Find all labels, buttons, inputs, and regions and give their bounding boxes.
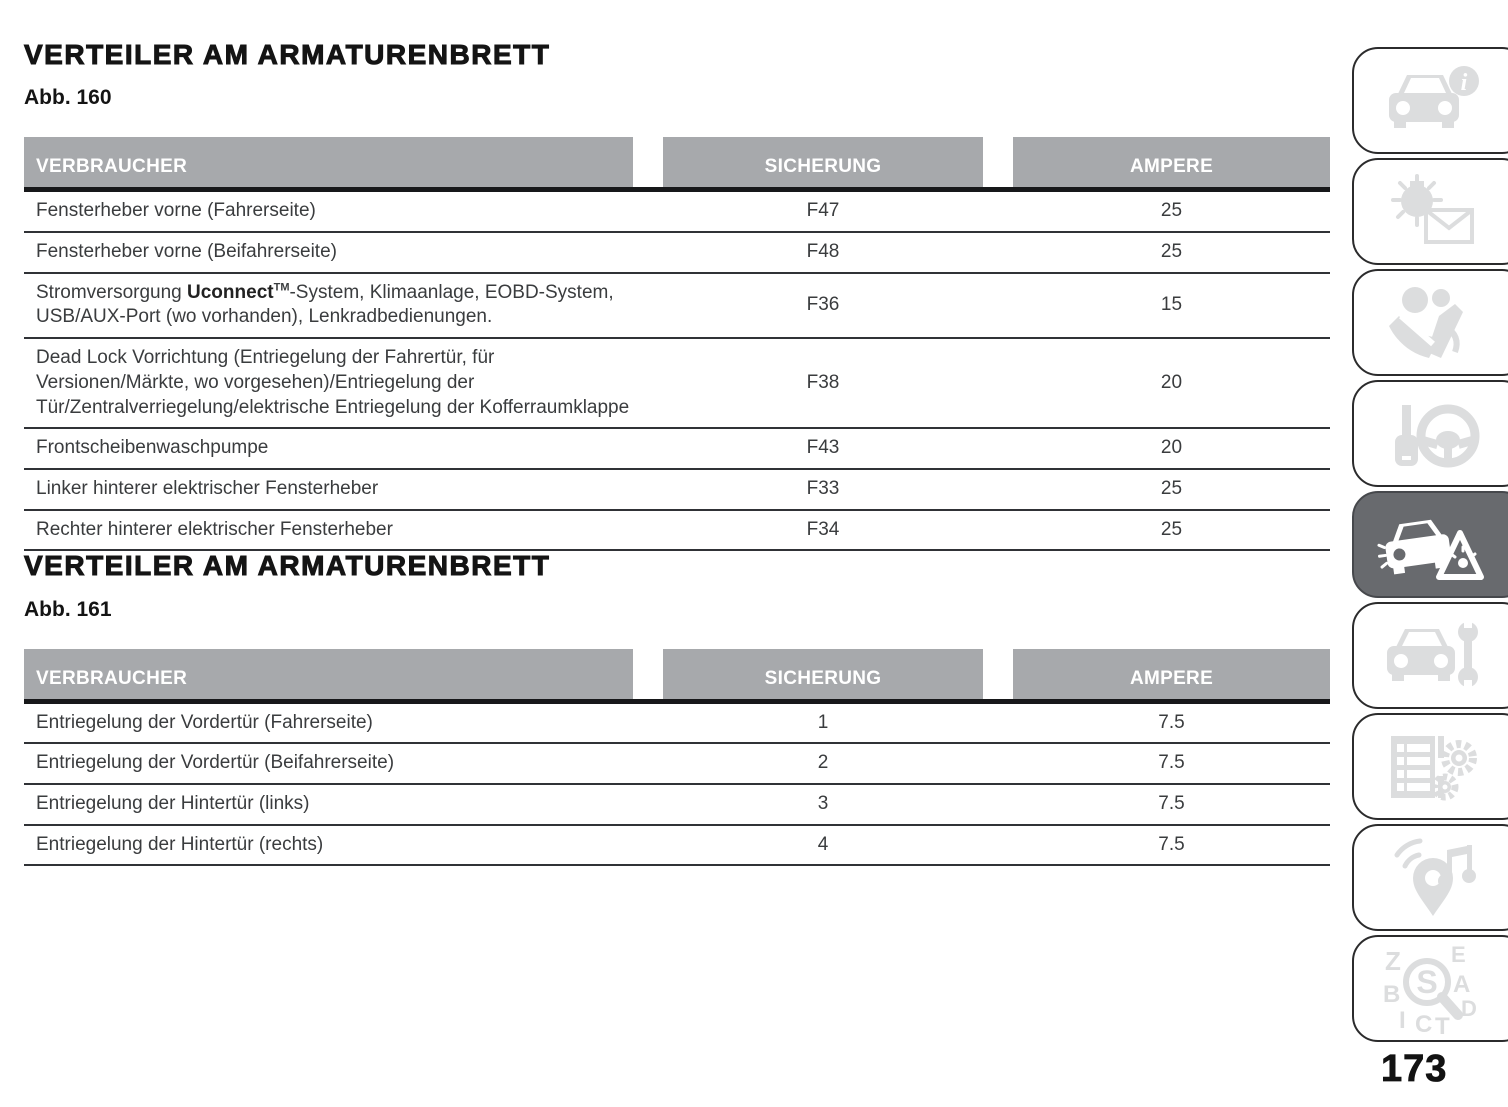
row-fuse: F48 — [806, 241, 840, 263]
sidebar-item-technical-data[interactable] — [1352, 713, 1508, 820]
svg-text:A: A — [1453, 970, 1471, 998]
svg-text:i: i — [1460, 69, 1468, 96]
table-row — [24, 470, 1330, 511]
row-consumer: Entriegelung der Hintertür (rechts) — [36, 833, 324, 855]
car-info-icon — [1381, 62, 1481, 140]
row-amps: 7.5 — [1158, 833, 1185, 855]
row-consumer: Entriegelung der Vordertür (Beifahrerseite) — [36, 752, 395, 774]
list-gears-icon — [1381, 728, 1481, 806]
section-title: VERTEILER AM ARMATURENBRETT — [24, 550, 551, 582]
column-header-verbraucher: VERBRAUCHER — [24, 137, 633, 187]
column-header-sicherung: SICHERUNG — [663, 649, 983, 699]
row-consumer: Frontscheibenwaschpumpe — [36, 437, 269, 459]
sidebar-item-vehicle-info[interactable] — [1352, 47, 1508, 154]
row-consumer: Dead Lock Vorrichtung (Entriegelung der Fahrertür, für Versionen/Märkte, wo vorgesehen)/Entriegelung der Tür/Zentralverriegelung/elektrische Entriegelung der Kofferraumklappe — [36, 347, 630, 418]
alphabetical-index-icon — [1381, 944, 1481, 1034]
figure-label: Abb. 161 — [24, 597, 112, 621]
row-fuse: F43 — [806, 437, 840, 459]
row-consumer: Entriegelung der Hintertür (links) — [36, 793, 310, 815]
fuse-table-abb160 — [24, 137, 1330, 551]
sidebar-item-maintenance[interactable] — [1352, 602, 1508, 709]
svg-text:Z: Z — [1385, 945, 1401, 976]
row-consumer: Linker hinterer elektrischer Fensterheber — [36, 477, 379, 499]
row-consumer: Fensterheber vorne (Fahrerseite) — [36, 200, 316, 222]
svg-text:C: C — [1415, 1010, 1433, 1034]
section-title: VERTEILER AM ARMATURENBRETT — [24, 39, 551, 70]
figure-label: Abb. 160 — [24, 86, 112, 110]
row-amps: 25 — [1160, 200, 1183, 222]
row-amps: 20 — [1160, 437, 1183, 459]
row-consumer: Entriegelung der Vordertür (Fahrerseite) — [36, 711, 373, 733]
row-amps: 25 — [1160, 241, 1183, 263]
row-amps: 15 — [1160, 294, 1183, 316]
row-amps: 25 — [1160, 518, 1183, 540]
row-fuse: 1 — [817, 711, 829, 733]
column-header-ampere: AMPERE — [1013, 649, 1330, 699]
sidebar-item-multimedia[interactable] — [1352, 824, 1508, 931]
svg-text:S: S — [1416, 963, 1438, 1000]
page-content — [24, 40, 1330, 866]
table-header — [24, 649, 1330, 704]
column-header-verbraucher: VERBRAUCHER — [24, 649, 633, 699]
page-number: 173 — [1381, 1048, 1448, 1090]
row-consumer: Fensterheber vorne (Beifahrerseite) — [36, 241, 337, 263]
sidebar-item-instrument-panel[interactable] — [1352, 158, 1508, 265]
table-header — [24, 137, 1330, 192]
warning-light-message-icon — [1381, 173, 1481, 251]
sidebar-item-index[interactable] — [1352, 935, 1508, 1042]
table-row — [24, 785, 1330, 826]
row-fuse: F36 — [806, 294, 840, 316]
table-row — [24, 429, 1330, 470]
sidebar-item-emergency[interactable] — [1352, 491, 1508, 598]
svg-text:T: T — [1435, 1012, 1450, 1034]
table-row — [24, 704, 1330, 745]
sidebar-item-safety[interactable] — [1352, 269, 1508, 376]
row-amps: 25 — [1160, 477, 1183, 499]
column-header-ampere: AMPERE — [1013, 137, 1330, 187]
media-navigation-icon — [1381, 838, 1481, 918]
svg-text:B: B — [1383, 980, 1401, 1008]
row-amps: 7.5 — [1158, 793, 1185, 815]
row-consumer: Rechter hinterer elektrischer Fensterheber — [36, 518, 393, 540]
key-steering-wheel-icon — [1381, 395, 1481, 473]
column-header-sicherung: SICHERUNG — [663, 137, 983, 187]
row-fuse: 2 — [817, 752, 829, 774]
row-amps: 20 — [1160, 371, 1183, 393]
svg-text:E: E — [1451, 943, 1466, 967]
table-row — [24, 511, 1330, 552]
row-fuse: 4 — [817, 833, 829, 855]
car-wrench-icon — [1381, 617, 1481, 695]
sidebar-item-starting-driving[interactable] — [1352, 380, 1508, 487]
table-row — [24, 274, 1330, 339]
table-row — [24, 826, 1330, 867]
row-fuse: F38 — [806, 371, 840, 393]
table-row — [24, 744, 1330, 785]
car-warning-triangle-icon — [1377, 505, 1485, 585]
svg-text:I: I — [1399, 1006, 1406, 1034]
table-row — [24, 339, 1330, 429]
fuse-table-abb161 — [24, 649, 1330, 867]
seatbelt-airbag-safety-icon — [1381, 284, 1481, 362]
row-fuse: F34 — [806, 518, 840, 540]
row-fuse: 3 — [817, 793, 829, 815]
row-fuse: F47 — [806, 200, 840, 222]
svg-text:D: D — [1461, 995, 1477, 1021]
table-row — [24, 233, 1330, 274]
row-consumer: Stromversorgung Uconnect™-System, Klimaanlage, EOBD-System, USB/AUX-Port (wo vorhanden), Lenkradbedienungen. — [36, 281, 614, 328]
row-fuse: F33 — [806, 477, 840, 499]
row-amps: 7.5 — [1158, 752, 1185, 774]
table-row — [24, 192, 1330, 233]
row-amps: 7.5 — [1158, 711, 1185, 733]
chapter-sidebar — [1352, 47, 1508, 1046]
